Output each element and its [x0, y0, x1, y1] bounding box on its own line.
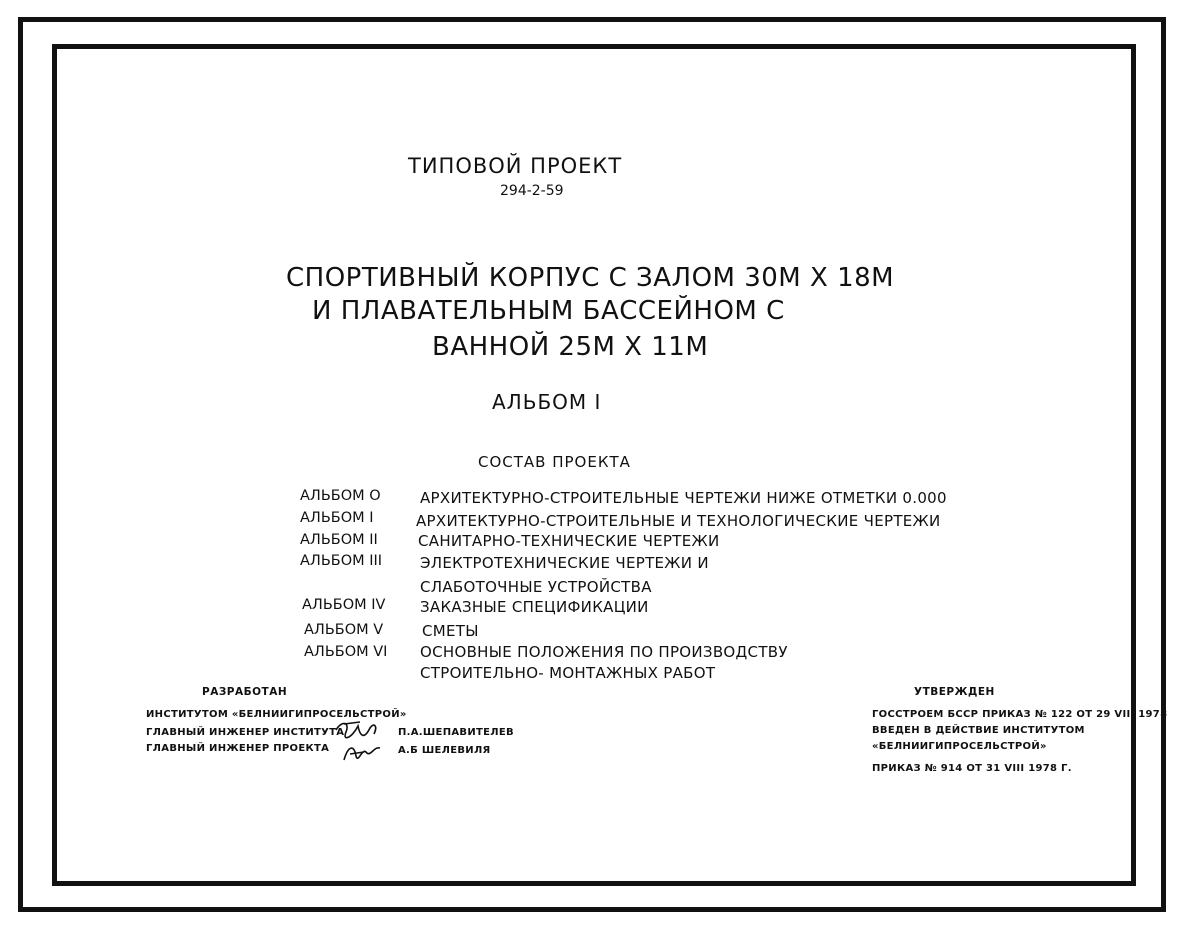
- chief-engineer-project-name: А.Б ШЕЛЕВИЛЯ: [398, 745, 491, 756]
- contents-heading: СОСТАВ ПРОЕКТА: [478, 453, 631, 471]
- approved-line-3: «БЕЛНИИГИПРОСЕЛЬСТРОЙ»: [872, 741, 1047, 752]
- album-3-desc: ЭЛЕКТРОТЕХНИЧЕСКИЕ ЧЕРТЕЖИ И: [420, 554, 709, 572]
- album-3-desc-2: СЛАБОТОЧНЫЕ УСТРОЙСТВА: [420, 578, 652, 596]
- title-line-1: СПОРТИВНЫЙ КОРПУС С ЗАЛОМ 30М Х 18М: [286, 263, 895, 293]
- album-4-label: АЛЬБОМ IV: [302, 597, 386, 613]
- album-6-label: АЛЬБОМ VI: [304, 644, 388, 660]
- album-5-label: АЛЬБОМ V: [304, 622, 384, 638]
- album-0-label: АЛЬБОМ О: [300, 488, 381, 504]
- developed-institute: ИНСТИТУТОМ «БЕЛНИИГИПРОСЕЛЬСТРОЙ»: [146, 709, 407, 720]
- title-line-3: ВАННОЙ 25М Х 11М: [432, 332, 709, 362]
- album-4-desc: ЗАКАЗНЫЕ СПЕЦИФИКАЦИИ: [420, 598, 649, 616]
- album-2-desc: САНИТАРНО-ТЕХНИЧЕСКИЕ ЧЕРТЕЖИ: [418, 532, 720, 550]
- project-number: 294-2-59: [500, 183, 564, 199]
- title-line-2: И ПЛАВАТЕЛЬНЫМ БАССЕЙНОМ С: [312, 296, 785, 326]
- chief-engineer-project-label: ГЛАВНЫЙ ИНЖЕНЕР ПРОЕКТА: [146, 743, 330, 754]
- album-number: АЛЬБОМ I: [492, 390, 602, 414]
- developed-heading: РАЗРАБОТАН: [202, 686, 288, 698]
- approved-heading: УТВЕРЖДЕН: [914, 686, 995, 698]
- album-1-label: АЛЬБОМ I: [300, 510, 374, 526]
- album-0-desc: АРХИТЕКТУРНО-СТРОИТЕЛЬНЫЕ ЧЕРТЕЖИ НИЖЕ ОТМЕТКИ 0.000: [420, 489, 947, 507]
- approved-line-4: ПРИКАЗ № 914 ОТ 31 VIII 1978 Г.: [872, 763, 1072, 774]
- approved-line-2: ВВЕДЕН В ДЕЙСТВИЕ ИНСТИТУТОМ: [872, 725, 1085, 736]
- album-6-desc-2: СТРОИТЕЛЬНО- МОНТАЖНЫХ РАБОТ: [420, 664, 716, 682]
- album-5-desc: СМЕТЫ: [422, 622, 479, 640]
- signature-project: [340, 738, 388, 768]
- project-type: ТИПОВОЙ ПРОЕКТ: [408, 154, 623, 178]
- album-1-desc: АРХИТЕКТУРНО-СТРОИТЕЛЬНЫЕ И ТЕХНОЛОГИЧЕСКИЕ ЧЕРТЕЖИ: [416, 512, 941, 530]
- approved-line-1: ГОССТРОЕМ БССР ПРИКАЗ № 122 ОТ 29 VIII 1978: [872, 709, 1168, 720]
- chief-engineer-institute-label: ГЛАВНЫЙ ИНЖЕНЕР ИНСТИТУТА: [146, 727, 345, 738]
- chief-engineer-institute-name: П.А.ШЕПАВИТЕЛЕВ: [398, 727, 514, 738]
- album-6-desc: ОСНОВНЫЕ ПОЛОЖЕНИЯ ПО ПРОИЗВОДСТВУ: [420, 643, 788, 661]
- album-2-label: АЛЬБОМ II: [300, 532, 378, 548]
- album-3-label: АЛЬБОМ III: [300, 553, 383, 569]
